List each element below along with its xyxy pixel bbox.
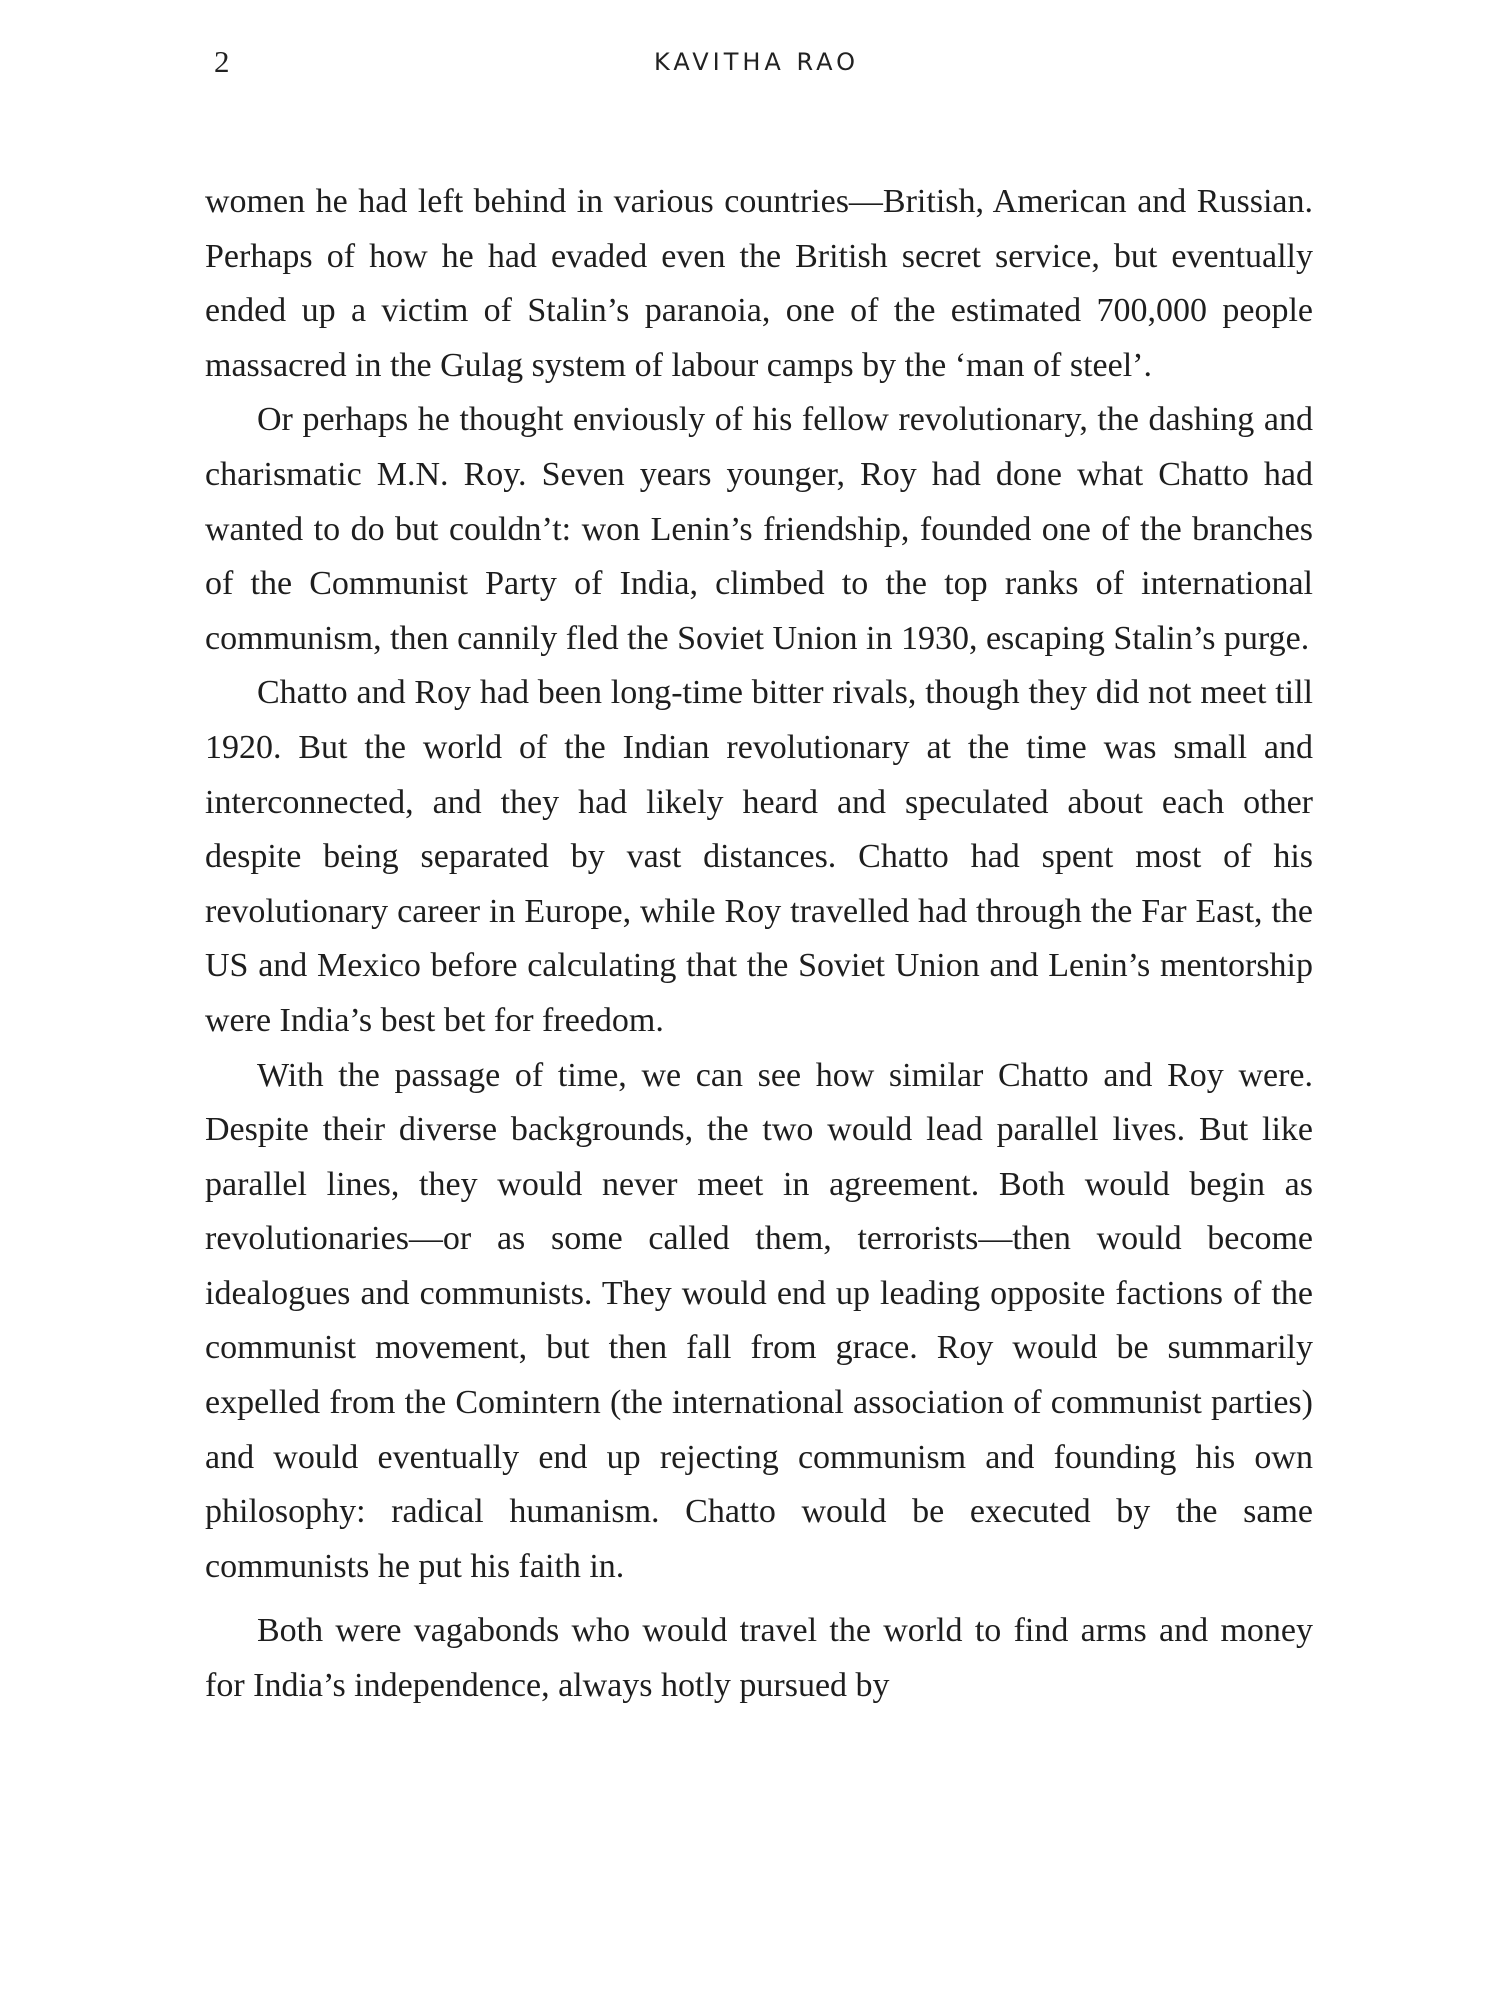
paragraph: Or perhaps he thought enviously of his fellow revolutionary, the dashing and charismatic M.N. Roy. Seven years younger, Roy had done what Chatto had wanted to do but couldn’t: won Lenin’s friendship, founded one of the branches of the Communist Party of India, climbed to the top ranks of international communism, then cannily fled the Soviet Union in 1930, escaping Stalin’s purge. xyxy=(205,401,1313,657)
running-head xyxy=(214,44,1314,84)
paragraph: Chatto and Roy had been long-time bitter rivals, though they did not meet till 1920. But the world of the Indian revolutionary at the time was small and interconnected, and they had likely heard and speculated about each other despite being separated by vast distances. Chatto had spent most of his revolutionary career in Europe, while Roy travelled had through the Far East, the US and Mexico before calculating that the Soviet Union and Lenin’s mentorship were India’s best bet for freedom. xyxy=(205,674,1313,1039)
paragraph: With the passage of time, we can see how similar Chatto and Roy were. Despite their diverse backgrounds, the two would lead parallel lives. But like parallel lines, they would never meet in agreement. Both would begin as revolutionaries—or as some called them, terrorists—then would become idealogues and communists. They would end up leading opposite factions of the communist movement, but then fall from grace. Roy would be summarily expelled from the Comintern (the international association of communist parties) and would eventually end up rejecting communism and founding his own philosophy: radical humanism. Chatto would be executed by the same communists he put his faith in. xyxy=(205,1056,1313,1585)
running-title: KAVITHA RAO xyxy=(654,48,860,76)
page-number: 2 xyxy=(214,44,230,79)
body-text xyxy=(205,175,1313,1714)
paragraph: Both were vagabonds who would travel the world to find arms and money for India’s independence, always hotly pursued by xyxy=(205,1612,1313,1705)
paragraph-continued: women he had left behind in various countries—British, American and Russian. Perhaps of how he had evaded even the British secret service, but eventually ended up a victim of Stalin’s paranoia, one of the estimated 700,000 people massacred in the Gulag system of labour camps by the ‘man of steel’. xyxy=(205,183,1313,384)
